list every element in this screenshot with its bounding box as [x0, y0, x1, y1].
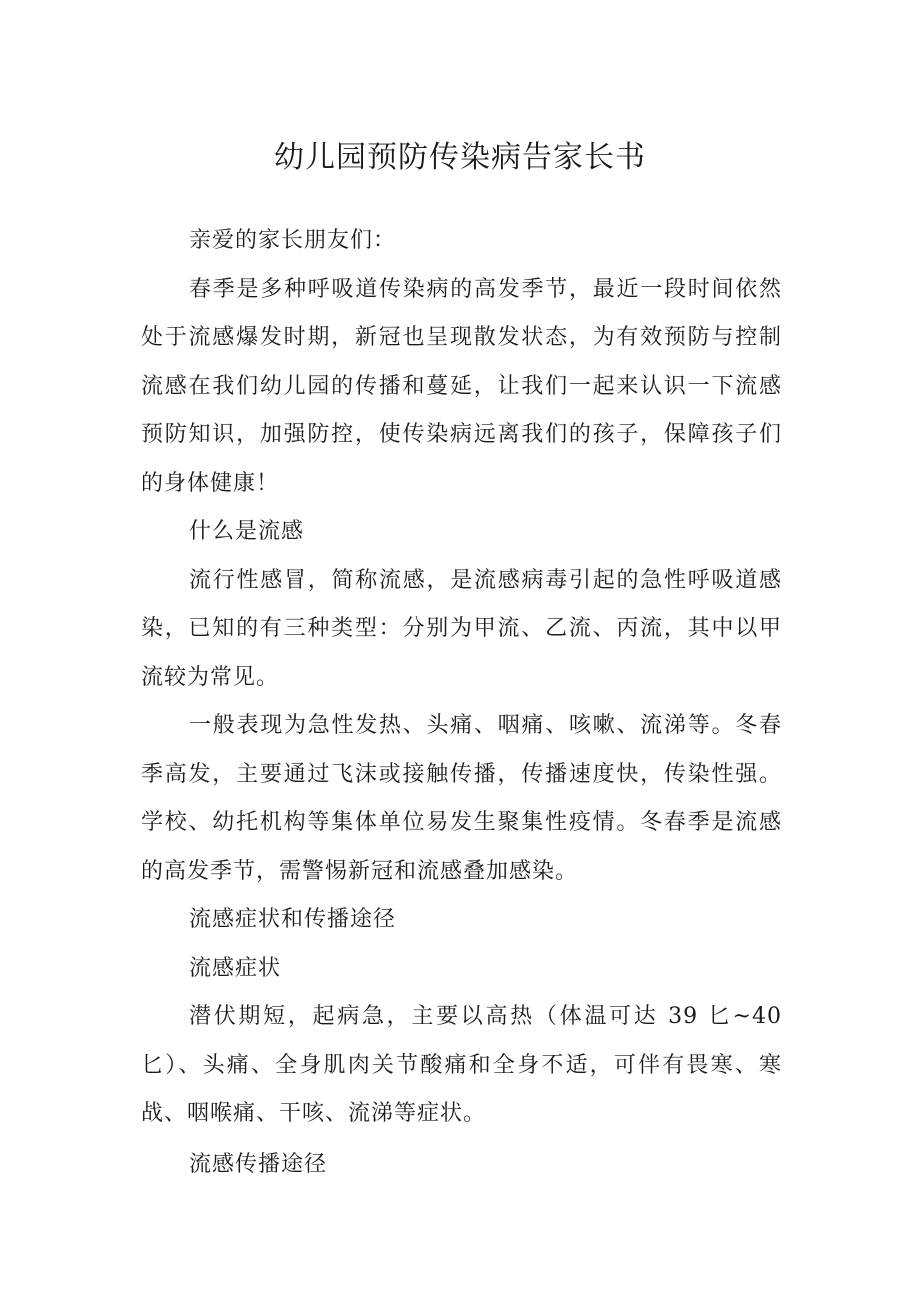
- document-title: 幼儿园预防传染病告家长书: [274, 140, 646, 175]
- flu-manifestation-paragraph: 一般表现为急性发热、头痛、咽痛、咳嗽、流涕等。冬春季高发，主要通过飞沫或接触传播，传播速度快，传染性强。学校、幼托机构等集体单位易发生聚集性疫情。冬春季是流感的高发季节，需警惕新冠和流感叠加感染。: [141, 713, 782, 884]
- flu-definition-paragraph: 流行性感冒，简称流感，是流感病毒引起的急性呼吸道感染，已知的有三种类型：分别为甲流、乙流、丙流，其中以甲流较为常见。: [141, 567, 782, 690]
- greeting: 亲爱的家长朋友们：: [189, 228, 397, 253]
- document-body: [141, 217, 782, 1189]
- symptoms-paragraph: 潜伏期短，起病急，主要以高热（体温可达 39 匕~40 匕）、头痛、全身肌肉关节酸痛和全身不适，可伴有畏寒、寒战、咽喉痛、干咳、流涕等症状。: [141, 1004, 782, 1126]
- intro-paragraph: 春季是多种呼吸道传染病的高发季节，最近一段时间依然处于流感爆发时期，新冠也呈现散发状态，为有效预防与控制流感在我们幼儿园的传播和蔓延，让我们一起来认识一下流感预防知识，加强防控，使传染病远离我们的孩子，保障孩子们的身体健康！: [141, 276, 782, 496]
- section-heading-symptoms-transmission: 流感症状和传播途径: [189, 907, 397, 932]
- subheading-symptoms: 流感症状: [189, 955, 282, 981]
- subheading-transmission: 流感传播途径: [189, 1151, 328, 1177]
- section-heading-what-is-flu: 什么是流感: [189, 519, 305, 544]
